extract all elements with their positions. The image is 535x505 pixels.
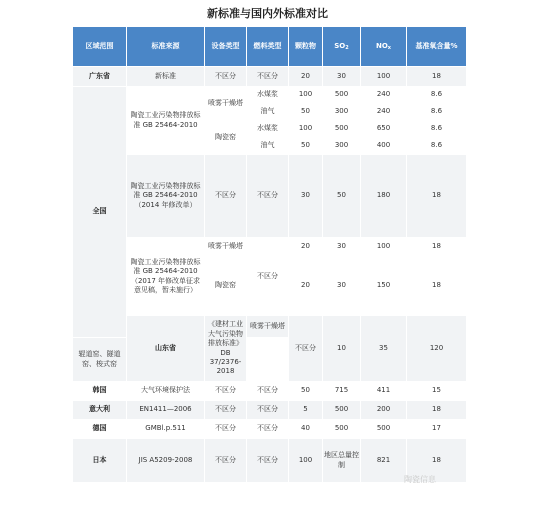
cell-pm: 100 <box>289 121 323 138</box>
header-pm: 颗粒物 <box>289 27 323 67</box>
header-nox <box>361 27 407 67</box>
cell-fuel: 不区分 <box>247 238 289 316</box>
cell-so2: 500 <box>323 420 361 439</box>
cell-so2: 500 <box>323 87 361 104</box>
cell-fuel: 不区分 <box>247 420 289 439</box>
nox-subscript: x <box>387 44 392 51</box>
cell-fuel: 水煤浆 <box>247 121 289 138</box>
cell-so2: 500 <box>323 121 361 138</box>
cell-pm: 50 <box>289 138 323 155</box>
cell-equipment: 喷雾干燥塔 <box>205 238 247 256</box>
cell-region: 全国 <box>73 87 127 338</box>
cell-nox: 180 <box>361 155 407 238</box>
cell-nox: 240 <box>361 104 407 121</box>
cell-source: 陶瓷工业污染物排放标准 GB 25464-2010 <box>127 87 205 155</box>
cell-equipment: 不区分 <box>205 439 247 483</box>
cell-pm: 10 <box>323 316 361 382</box>
cell-nox: 821 <box>361 439 407 483</box>
cell-o2: 8.6 <box>407 87 467 104</box>
cell-fuel: 不区分 <box>247 155 289 238</box>
cell-source: GMBl.p.511 <box>127 420 205 439</box>
cell-source: JIS A5209-2008 <box>127 439 205 483</box>
cell-equipment: 不区分 <box>205 67 247 87</box>
cell-o2: 18 <box>407 238 467 256</box>
cell-nox: 411 <box>361 382 407 401</box>
cell-nox: 100 <box>361 67 407 87</box>
cell-nox: 200 <box>361 401 407 420</box>
table-row <box>73 420 467 439</box>
cell-equipment: 陶瓷窑 <box>205 121 247 155</box>
cell-region: 日本 <box>73 439 127 483</box>
cell-source: 陶瓷工业污染物排放标准 GB 25464-2010 （2017 年修改单征求意见稿，暂未施行） <box>127 238 205 316</box>
cell-equipment: 陶瓷窑 <box>205 256 247 316</box>
table-title: 新标准与国内外标准对比 <box>207 7 328 20</box>
cell-equipment: 不区分 <box>205 401 247 420</box>
table-row <box>73 316 467 338</box>
cell-o2: 18 <box>407 401 467 420</box>
cell-so2: 300 <box>323 104 361 121</box>
cell-region: 韩国 <box>73 382 127 401</box>
cell-equipment: 不区分 <box>205 382 247 401</box>
cell-pm: 20 <box>289 67 323 87</box>
cell-nox: 650 <box>361 121 407 138</box>
cell-nox: 150 <box>361 256 407 316</box>
cell-region: 意大利 <box>73 401 127 420</box>
cell-so2: 500 <box>323 401 361 420</box>
cell-equipment: 不区分 <box>205 155 247 238</box>
cell-nox: 400 <box>361 138 407 155</box>
cell-nox: 500 <box>361 420 407 439</box>
cell-so2: 30 <box>323 256 361 316</box>
cell-pm: 30 <box>289 155 323 238</box>
nox-label: NO <box>375 41 388 50</box>
cell-o2: 8.6 <box>407 104 467 121</box>
cell-region: 山东省 <box>127 316 205 382</box>
cell-o2: 15 <box>407 382 467 401</box>
cell-o2: 8.6 <box>407 138 467 155</box>
header-source: 标准来源 <box>127 27 205 67</box>
cell-so2: 35 <box>361 316 407 382</box>
header-region: 区域范围 <box>73 27 127 67</box>
cell-so2: 30 <box>323 238 361 256</box>
cell-pm: 100 <box>289 439 323 483</box>
cell-pm: 5 <box>289 401 323 420</box>
cell-equipment: 喷雾干燥塔 <box>205 87 247 121</box>
header-equipment: 设备类型 <box>205 27 247 67</box>
cell-pm: 40 <box>289 420 323 439</box>
cell-o2: 18 <box>407 439 467 483</box>
cell-o2: 8.6 <box>407 121 467 138</box>
table-row <box>73 238 467 256</box>
cell-nox: 240 <box>361 87 407 104</box>
so2-label: SO <box>334 41 346 50</box>
cell-source: 新标准 <box>127 67 205 87</box>
cell-o2: 18 <box>407 67 467 87</box>
cell-o2: 17 <box>407 420 467 439</box>
cell-fuel: 不区分 <box>289 316 323 382</box>
table-row <box>73 401 467 420</box>
cell-so2: 50 <box>323 155 361 238</box>
cell-fuel: 油气 <box>247 138 289 155</box>
cell-pm: 50 <box>289 382 323 401</box>
cell-so2: 715 <box>323 382 361 401</box>
cell-fuel: 水煤浆 <box>247 87 289 104</box>
cell-pm: 100 <box>289 87 323 104</box>
cell-equipment: 辊道窑、隧道窑、梭式窑 <box>73 338 127 382</box>
header-so2 <box>323 27 361 67</box>
cell-source: 陶瓷工业污染物排放标准 GB 25464-2010 （2014 年修改单） <box>127 155 205 238</box>
cell-fuel: 不区分 <box>247 439 289 483</box>
cell-o2: 18 <box>407 155 467 238</box>
cell-nox: 100 <box>361 238 407 256</box>
cell-equipment: 不区分 <box>205 420 247 439</box>
cell-fuel: 不区分 <box>247 382 289 401</box>
cell-pm: 20 <box>289 238 323 256</box>
cell-source: 大气环境保护法 <box>127 382 205 401</box>
watermark: 陶瓷信息 <box>404 475 436 484</box>
cell-fuel: 油气 <box>247 104 289 121</box>
cell-equipment: 喷雾干燥塔 <box>247 316 289 338</box>
cell-so2: 30 <box>323 67 361 87</box>
header-o2: 基准氧含量% <box>407 27 467 67</box>
header-fuel: 燃料类型 <box>247 27 289 67</box>
table-row <box>73 382 467 401</box>
table-row <box>73 155 467 238</box>
cell-region: 德国 <box>73 420 127 439</box>
cell-region: 广东省 <box>73 67 127 87</box>
cell-so2: 300 <box>323 138 361 155</box>
table-row <box>73 87 467 104</box>
so2-subscript: 2 <box>345 44 349 51</box>
cell-fuel: 不区分 <box>247 401 289 420</box>
header-row <box>73 27 467 67</box>
cell-so2: 地区总量控制 <box>323 439 361 483</box>
cell-pm: 50 <box>289 104 323 121</box>
cell-o2: 18 <box>407 256 467 316</box>
table-row <box>73 67 467 87</box>
cell-pm: 20 <box>289 256 323 316</box>
cell-nox: 120 <box>407 316 467 382</box>
cell-fuel: 不区分 <box>247 67 289 87</box>
cell-source: EN1411—2006 <box>127 401 205 420</box>
cell-source: 《建材工业大气污染物排放标准》 DB 37/2376-2018 <box>205 316 247 382</box>
standards-comparison-table <box>72 26 467 483</box>
